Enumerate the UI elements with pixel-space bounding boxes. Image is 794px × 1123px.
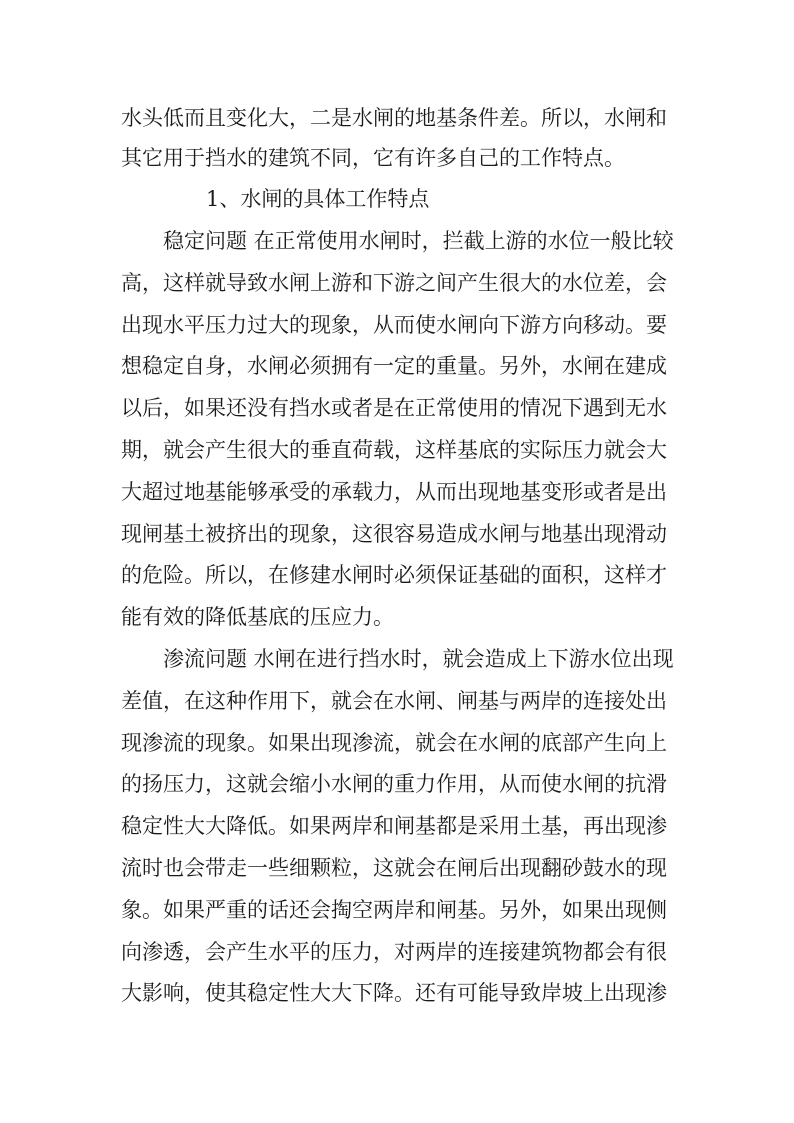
text-line: 向渗透，会产生水平的压力，对两岸的连接建筑物都会有很 <box>121 940 667 964</box>
text-line: 想稳定自身，水闸必须拥有一定的重量。另外，水闸在建成 <box>121 354 667 378</box>
text-line: 现闸基土被挤出的现象，这很容易造成水闸与地基出现滑动 <box>121 522 667 546</box>
text-line: 大超过地基能够承受的承载力，从而出现地基变形或者是出 <box>121 480 667 504</box>
text-line: 能有效的降低基底的压应力。 <box>121 605 394 629</box>
text-line: 的危险。所以，在修建水闸时必须保证基础的面积，这样才 <box>121 563 667 587</box>
text-line: 现渗流的现象。如果出现渗流，就会在水闸的底部产生向上 <box>121 731 667 755</box>
text-line: 的扬压力，这就会缩小水闸的重力作用，从而使水闸的抗滑 <box>121 772 667 796</box>
text-line: 其它用于挡水的建筑不同，它有许多自己的工作特点。 <box>121 146 625 170</box>
text-line: 流时也会带走一些细颗粒，这就会在闸后出现翻砂鼓水的现 <box>121 856 667 880</box>
text-line: 高，这样就导致水闸上游和下游之间产生很大的水位差，会 <box>121 271 667 295</box>
text-line: 以后，如果还没有挡水或者是在正常使用的情况下遇到无水 <box>121 396 667 420</box>
text-line: 象。如果严重的话还会掏空两岸和闸基。另外，如果出现侧 <box>121 898 667 922</box>
section-heading: 1、水闸的具体工作特点 <box>206 187 430 211</box>
text-line: 大影响，使其稳定性大大下降。还有可能导致岸坡上出现渗 <box>121 981 667 1005</box>
paragraph-first-line: 稳定问题 在正常使用水闸时，拦截上游的水位一般比较 <box>163 229 674 253</box>
paragraph-first-line: 渗流问题 水闸在进行挡水时，就会造成上下游水位出现 <box>163 647 674 671</box>
text-line: 差值，在这种作用下，就会在水闸、闸基与两岸的连接处出 <box>121 689 667 713</box>
text-line: 期，就会产生很大的垂直荷载，这样基底的实际压力就会大 <box>121 438 667 462</box>
text-line: 出现水平压力过大的现象，从而使水闸向下游方向移动。要 <box>121 313 667 337</box>
text-line: 水头低而且变化大，二是水闸的地基条件差。所以，水闸和 <box>121 106 667 130</box>
text-line: 稳定性大大降低。如果两岸和闸基都是采用土基，再出现渗 <box>121 814 667 838</box>
